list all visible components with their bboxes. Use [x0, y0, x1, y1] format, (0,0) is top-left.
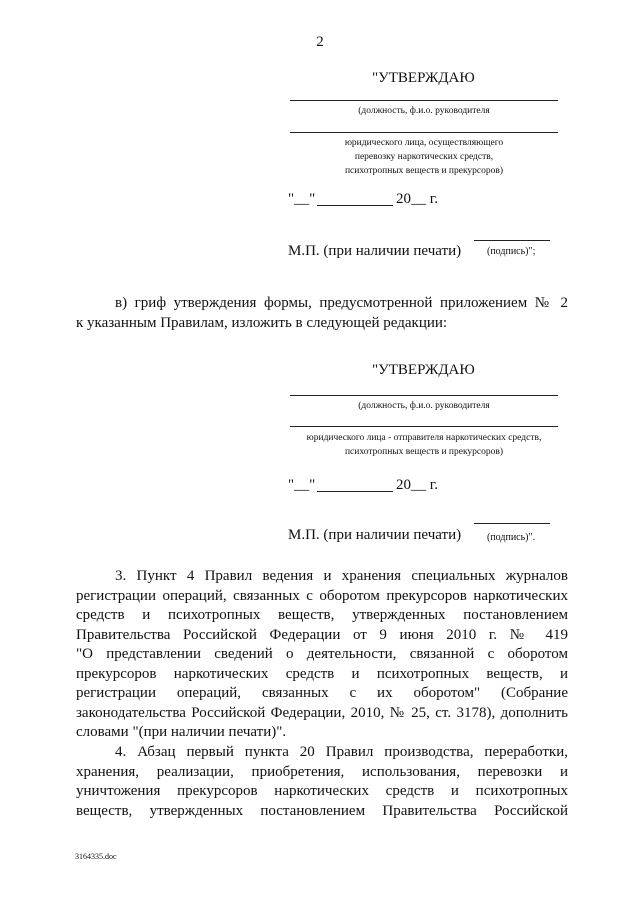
paragraph-line: 4. Абзац первый пункта 20 Правил производства, переработки,: [115, 744, 568, 760]
date-month-line: [317, 205, 393, 206]
date-year: 20__ г.: [396, 477, 438, 493]
approval-heading: "УТВЕРЖДАЮ: [372, 362, 475, 378]
document-file-id: 3164335.doc: [75, 852, 117, 861]
signature-line: [290, 395, 558, 396]
signature-line: [474, 240, 550, 241]
signature-line: [290, 132, 558, 133]
signature-line: [290, 100, 558, 101]
paragraph-line: к указанным Правилам, изложить в следующей редакции:: [76, 315, 448, 331]
paragraph-line: законодательства Российской Федерации, 2010, № 25, ст. 3178), дополнить: [76, 705, 568, 721]
position-caption: (должность, ф.и.о. руководителя: [358, 106, 490, 116]
stamp-note: М.П. (при наличии печати): [288, 527, 462, 543]
signature-label: (подпись)";: [487, 246, 536, 257]
position-caption: (должность, ф.и.о. руководителя: [358, 401, 490, 411]
approval-heading: "УТВЕРЖДАЮ: [372, 70, 475, 86]
paragraph-line: хранения, реализации, приобретения, использования, перевозки и: [76, 764, 568, 780]
paragraph-line: словами "(при наличии печати)".: [76, 724, 287, 740]
paragraph-line: веществ, утвержденных постановлением Правительства Российской: [76, 803, 568, 819]
date-month-line: [317, 491, 393, 492]
stamp-note: М.П. (при наличии печати): [288, 243, 462, 259]
signature-line: [474, 523, 550, 524]
paragraph-line: 3. Пункт 4 Правил ведения и хранения специальных журналов: [115, 568, 568, 584]
date-year: 20__ г.: [396, 191, 438, 207]
entity-caption: юридического лица, осуществляющего перевозку наркотических средств, психотропных веществ и прекурсоров): [344, 138, 504, 176]
paragraph-line: уничтожения прекурсоров наркотических средств и психотропных: [76, 783, 568, 799]
paragraph-line: в) гриф утверждения формы, предусмотренной приложением № 2: [115, 295, 568, 311]
page-number: 2: [316, 34, 324, 50]
paragraph-line: "О представлении сведений о деятельности, связанной с оборотом: [76, 646, 568, 662]
signature-line: [290, 426, 558, 427]
paragraph-line: средств и психотропных веществ, утвержденных постановлением: [76, 607, 568, 623]
signature-label: (подпись)".: [487, 532, 536, 543]
paragraph-line: регистрации операций, связанных с оборотом прекурсоров наркотических: [76, 588, 568, 604]
paragraph-line: Правительства Российской Федерации от 9 июня 2010 г. № 419: [76, 627, 568, 643]
entity-caption: юридического лица - отправителя наркотических средств, психотропных веществ и прекурсоров): [306, 433, 542, 457]
paragraph-line: прекурсоров наркотических средств и психотропных веществ, и: [76, 666, 568, 682]
paragraph-line: регистрации операций, связанных с их оборотом" (Собрание: [76, 685, 568, 701]
date-day: "__": [288, 477, 316, 493]
date-day: "__": [288, 191, 316, 207]
